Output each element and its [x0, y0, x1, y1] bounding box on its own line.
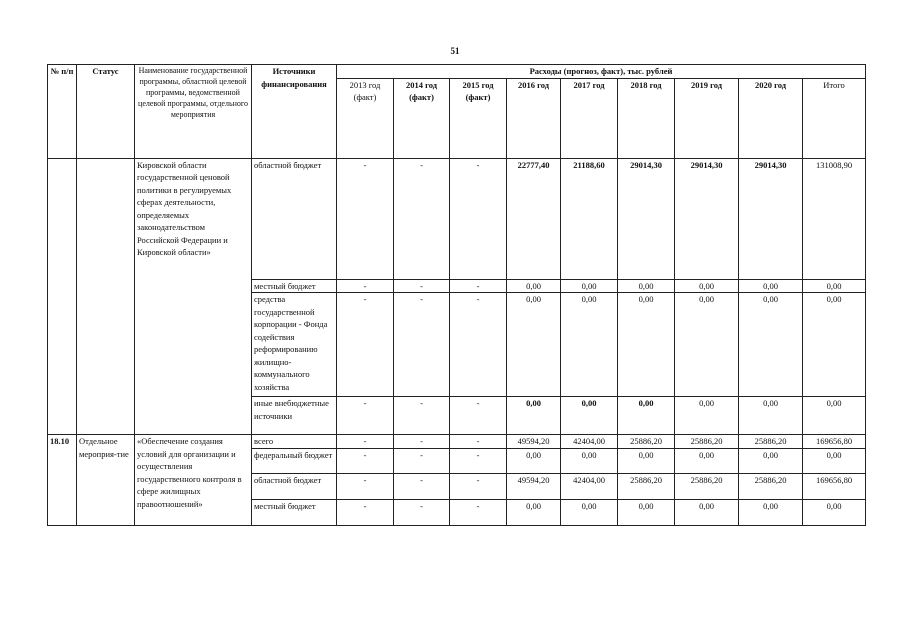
source-cell: местный бюджет	[252, 279, 337, 293]
year-header: 2015 год (факт)	[450, 78, 507, 158]
value-cell: 0,00	[561, 293, 618, 397]
value-cell: 131008,90	[803, 158, 866, 279]
value-cell: 49594,20	[507, 435, 561, 449]
value-cell: 29014,30	[675, 158, 739, 279]
source-cell: иные внебюджетные источники	[252, 397, 337, 435]
value-cell: -	[337, 293, 394, 397]
value-cell: -	[394, 397, 450, 435]
col-name-header: Наименование государственной программы, областной целевой программы, ведомственной целевой программы, отдельного мероприятия	[135, 65, 252, 159]
value-cell: 0,00	[803, 397, 866, 435]
value-cell: 0,00	[561, 499, 618, 525]
value-cell: 0,00	[675, 397, 739, 435]
value-cell: 0,00	[618, 279, 675, 293]
num-cell: 18.10	[48, 435, 77, 526]
year-header: 2019 год	[675, 78, 739, 158]
value-cell: -	[337, 279, 394, 293]
value-cell: 0,00	[803, 293, 866, 397]
value-cell: 0,00	[803, 279, 866, 293]
value-cell: -	[337, 473, 394, 499]
value-cell: 29014,30	[618, 158, 675, 279]
value-cell: 0,00	[675, 293, 739, 397]
year-header: 2018 год	[618, 78, 675, 158]
value-cell: -	[394, 448, 450, 473]
value-cell: -	[450, 499, 507, 525]
value-cell: -	[394, 435, 450, 449]
value-cell: -	[337, 435, 394, 449]
value-cell: -	[394, 473, 450, 499]
source-cell: федеральный бюджет	[252, 448, 337, 473]
value-cell: 25886,20	[675, 473, 739, 499]
value-cell: 0,00	[618, 293, 675, 397]
value-cell: 25886,20	[675, 435, 739, 449]
value-cell: -	[337, 448, 394, 473]
value-cell: -	[337, 499, 394, 525]
source-cell: областной бюджет	[252, 158, 337, 279]
value-cell: -	[394, 279, 450, 293]
page-number: 51	[450, 46, 460, 56]
value-cell: 0,00	[507, 397, 561, 435]
value-cell: 29014,30	[739, 158, 803, 279]
value-cell: 0,00	[803, 499, 866, 525]
value-cell: 21188,60	[561, 158, 618, 279]
num-cell	[48, 158, 77, 435]
col-sources-header: Источники финансирования	[252, 65, 337, 159]
year-header: 2017 год	[561, 78, 618, 158]
value-cell: 0,00	[739, 448, 803, 473]
value-cell: 0,00	[507, 499, 561, 525]
value-cell: 0,00	[618, 397, 675, 435]
value-cell: 169656,80	[803, 435, 866, 449]
value-cell: 0,00	[739, 499, 803, 525]
year-header: 2014 год (факт)	[394, 78, 450, 158]
value-cell: 0,00	[739, 279, 803, 293]
status-cell: Отдельное мероприя-тие	[77, 435, 135, 526]
value-cell: -	[450, 293, 507, 397]
value-cell: 25886,20	[739, 473, 803, 499]
source-cell: местный бюджет	[252, 499, 337, 525]
budget-table	[47, 64, 866, 526]
value-cell: 0,00	[561, 448, 618, 473]
year-header: 2016 год	[507, 78, 561, 158]
col-expenses-header: Расходы (прогноз, факт), тыс. рублей	[337, 65, 866, 79]
source-cell: средства государственной корпорации - Фонда содействия реформированию жилищно-коммунального хозяйства	[252, 293, 337, 397]
program-name-cell: Кировской области государственной ценовой политики в регулируемых сферах деятельности, определяемых законодательством Российской Федерации и Кировской области»	[135, 158, 252, 435]
value-cell: 0,00	[675, 279, 739, 293]
value-cell: 0,00	[561, 397, 618, 435]
source-cell: всего	[252, 435, 337, 449]
value-cell: 0,00	[675, 448, 739, 473]
value-cell: 25886,20	[618, 435, 675, 449]
value-cell: 42404,00	[561, 473, 618, 499]
value-cell: 0,00	[739, 397, 803, 435]
table-row	[48, 158, 866, 279]
year-header: 2013 год (факт)	[337, 78, 394, 158]
col-status-header: Статус	[77, 65, 135, 159]
value-cell: 0,00	[507, 293, 561, 397]
value-cell: 169656,80	[803, 473, 866, 499]
value-cell: 0,00	[507, 279, 561, 293]
value-cell: 0,00	[803, 448, 866, 473]
program-name-cell: «Обеспечение создания условий для организации и осуществления государственного контроля в сфере жилищных правоотношений»	[135, 435, 252, 526]
value-cell: -	[337, 158, 394, 279]
value-cell: 0,00	[561, 279, 618, 293]
value-cell: -	[394, 293, 450, 397]
value-cell: -	[450, 473, 507, 499]
table-row	[48, 435, 866, 449]
value-cell: 0,00	[618, 448, 675, 473]
value-cell: 0,00	[739, 293, 803, 397]
value-cell: -	[450, 279, 507, 293]
value-cell: 42404,00	[561, 435, 618, 449]
year-header: 2020 год	[739, 78, 803, 158]
value-cell: 0,00	[618, 499, 675, 525]
value-cell: 0,00	[675, 499, 739, 525]
value-cell: 25886,20	[618, 473, 675, 499]
value-cell: 25886,20	[739, 435, 803, 449]
value-cell: 0,00	[507, 448, 561, 473]
value-cell: 49594,20	[507, 473, 561, 499]
year-header: Итого	[803, 78, 866, 158]
col-num-header: № п/п	[48, 65, 77, 159]
status-cell	[77, 158, 135, 435]
value-cell: -	[394, 499, 450, 525]
value-cell: -	[394, 158, 450, 279]
source-cell: областной бюджет	[252, 473, 337, 499]
value-cell: 22777,40	[507, 158, 561, 279]
header-row	[48, 65, 866, 79]
value-cell: -	[337, 397, 394, 435]
value-cell: -	[450, 448, 507, 473]
value-cell: -	[450, 435, 507, 449]
value-cell: -	[450, 397, 507, 435]
value-cell: -	[450, 158, 507, 279]
